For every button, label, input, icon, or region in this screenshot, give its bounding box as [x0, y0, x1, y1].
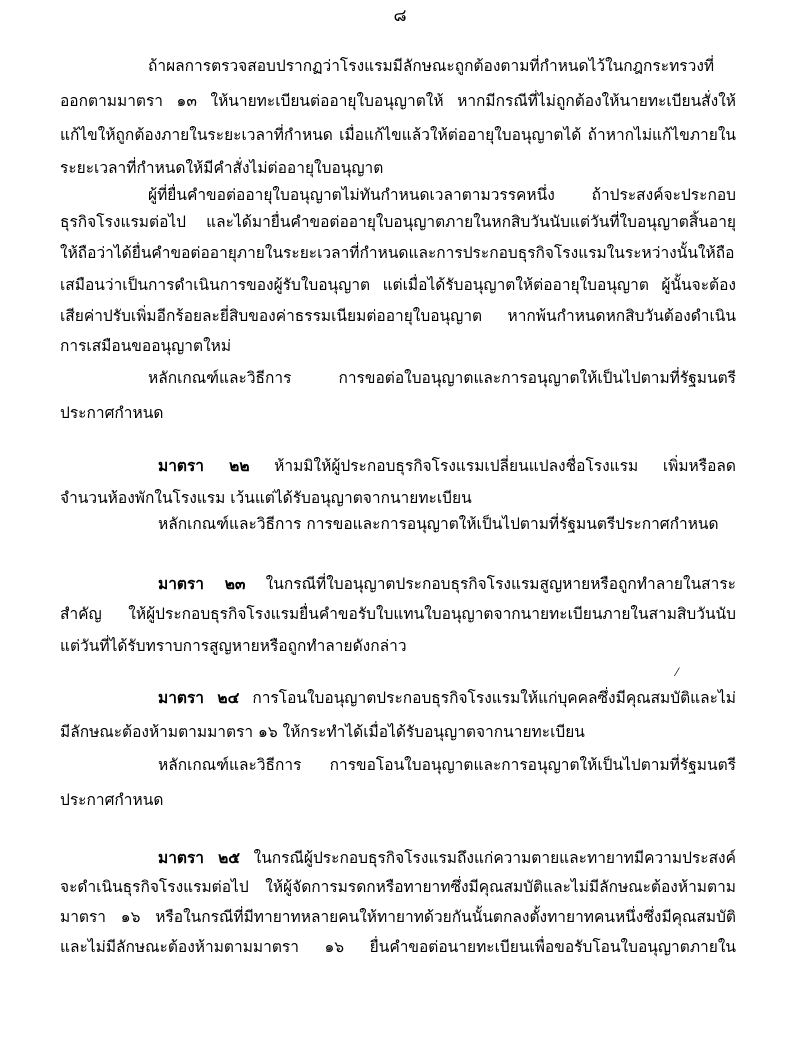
paragraph-2-line-4: เสมือนว่าเป็นการดำเนินการของผู้รับใบอนุญาต แต่เมื่อได้รับอนุญาตให้ต่ออายุใบอนุญาต ผู้นั้นจะต้อง: [60, 276, 736, 294]
section-23-line-1: [158, 574, 736, 594]
section-22-line-1: [158, 456, 736, 476]
section-24-text: การโอนใบอนุญาตประกอบธุรกิจโรงแรมให้แก่บุคคลซึ่งมีคุณสมบัติและไม่: [252, 689, 736, 707]
page-number: ๘: [393, 6, 407, 26]
section-23-line-2: สำคัญ ให้ผู้ประกอบธุรกิจโรงแรมยื่นคำขอรับใบแทนใบอนุญาตจากนายทะเบียนภายในสามสิบวันนับ: [60, 605, 736, 623]
paragraph-2-line-6: การเสมือนขออนุญาตใหม่: [60, 337, 232, 355]
section-23-heading: มาตรา ๒๓: [158, 574, 246, 593]
section-25-text: ในกรณีผู้ประกอบธุรกิจโรงแรมถึงแก่ความตายและทายาทมีความประสงค์: [253, 849, 736, 867]
paragraph-1-line-2: ออกตามมาตรา ๑๓ ให้นายทะเบียนต่ออายุใบอนุญาตให้ หากมีกรณีที่ไม่ถูกต้องให้นายทะเบียนสั่งให้: [60, 92, 736, 110]
paragraph-1-line-4: ระยะเวลาที่กำหนดให้มีคำสั่งไม่ต่ออายุใบอนุญาต: [60, 159, 384, 177]
section-22-heading: มาตรา ๒๒: [158, 456, 250, 475]
section-25-line-3: มาตรา ๑๖ หรือในกรณีที่มีทายาทหลายคนให้ทายาทด้วยกันนั้นตกลงตั้งทายาทคนหนึ่งซึ่งมีคุณสมบัติ: [60, 908, 736, 926]
paragraph-2-line-5: เสียค่าปรับเพิ่มอีกร้อยละยี่สิบของค่าธรรมเนียมต่ออายุใบอนุญาต หากพ้นกำหนดหกสิบวันต้องดำเนิน: [60, 307, 736, 325]
section-25-line-2: จะดำเนินธุรกิจโรงแรมต่อไป ให้ผู้จัดการมรดกหรือทายาทซึ่งมีคุณสมบัติและไม่มีลักษณะต้องห้ามตาม: [60, 878, 736, 896]
section-25-line-4: และไม่มีลักษณะต้องห้ามตามมาตรา ๑๖ ยื่นคำขอต่อนายทะเบียนเพื่อขอรับโอนใบอนุญาตภายใน: [60, 938, 736, 956]
paragraph-1-line-3: แก้ไขให้ถูกต้องภายในระยะเวลาที่กำหนด เมื่อแก้ไขแล้วให้ต่ออายุใบอนุญาตได้ ถ้าหากไม่แก้ไขภายใน: [60, 126, 736, 144]
paragraph-2-line-3: ให้ถือว่าได้ยื่นคำขอต่ออายุภายในระยะเวลาที่กำหนดและการประกอบธุรกิจโรงแรมในระหว่างนั้นให้ถือ: [60, 244, 735, 262]
section-23-line-3: แต่วันที่ได้รับทราบการสูญหายหรือถูกทำลายดังกล่าว: [60, 637, 407, 655]
section-22-line-2: จำนวนห้องพักในโรงแรม เว้นแต่ได้รับอนุญาตจากนายทะเบียน: [60, 489, 472, 507]
section-25-line-1: [158, 848, 736, 868]
paragraph-2-line-1: ผู้ที่ยื่นคำขอต่ออายุใบอนุญาตไม่ทันกำหนดเวลาตามวรรคหนึ่ง ถ้าประสงค์จะประกอบ: [148, 186, 736, 204]
section-22-criteria: หลักเกณฑ์และวิธีการ การขอและการอนุญาตให้เป็นไปตามที่รัฐมนตรีประกาศกำหนด: [158, 515, 719, 533]
paragraph-1-line-1: ถ้าผลการตรวจสอบปรากฏว่าโรงแรมมีลักษณะถูกต้องตามที่กำหนดไว้ในกฎกระทรวงที่: [148, 57, 715, 75]
section-24-criteria-line-2: ประกาศกำหนด: [60, 791, 164, 809]
criteria-paragraph-line-1: หลักเกณฑ์และวิธีการ การขอต่อใบอนุญาตและการอนุญาตให้เป็นไปตามที่รัฐมนตรี: [148, 369, 736, 387]
stray-mark: ⁄: [676, 666, 678, 679]
section-24-line-1: [158, 688, 736, 708]
section-23-text: ในกรณีที่ใบอนุญาตประกอบธุรกิจโรงแรมสูญหายหรือถูกทำลายในสาระ: [265, 575, 736, 593]
section-24-criteria-line-1: หลักเกณฑ์และวิธีการ การขอโอนใบอนุญาตและการอนุญาตให้เป็นไปตามที่รัฐมนตรี: [158, 756, 736, 774]
criteria-paragraph-line-2: ประกาศกำหนด: [60, 404, 164, 422]
section-22-text: ห้ามมิให้ผู้ประกอบธุรกิจโรงแรมเปลี่ยนแปลงชื่อโรงแรม เพิ่มหรือลด: [274, 457, 736, 475]
section-24-line-2: มีลักษณะต้องห้ามตามมาตรา ๑๖ ให้กระทำได้เมื่อได้รับอนุญาตจากนายทะเบียน: [60, 723, 585, 741]
paragraph-2-line-2: ธุรกิจโรงแรมต่อไป และได้มายื่นคำขอต่ออายุใบอนุญาตภายในหกสิบวันนับแต่วันที่ใบอนุญาตสิ้นอายุ: [60, 213, 736, 231]
section-25-heading: มาตรา ๒๕: [158, 848, 241, 867]
section-24-heading: มาตรา ๒๔: [158, 688, 240, 707]
